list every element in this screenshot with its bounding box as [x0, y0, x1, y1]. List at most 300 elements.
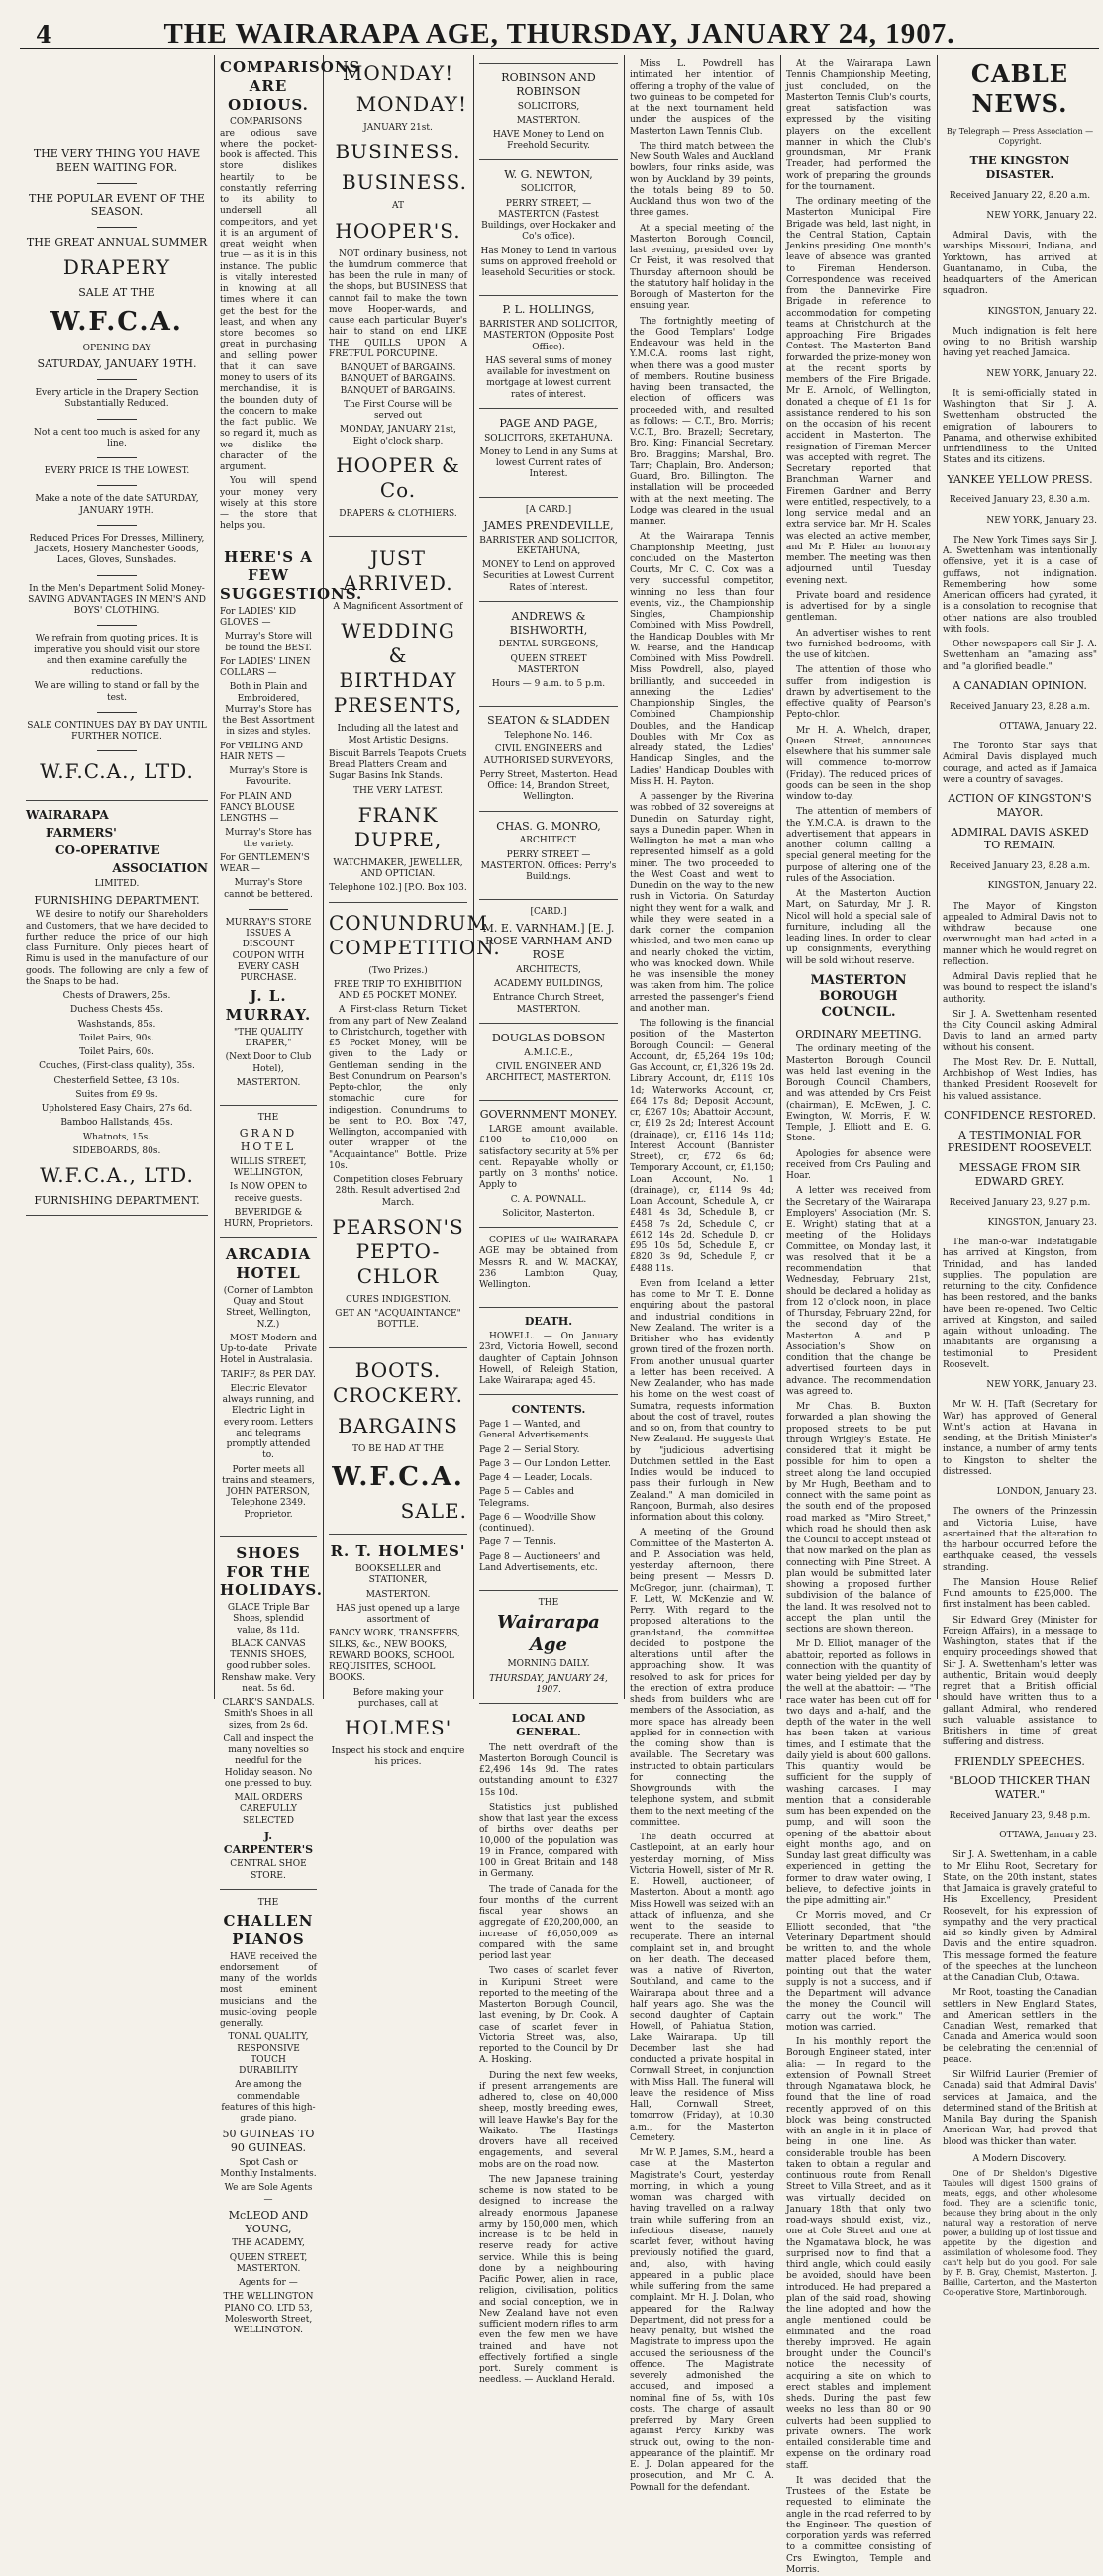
divider [97, 575, 137, 576]
ad-line: HAS several sums of money available for investment on mortgage at lowest current rates of interest. [485, 355, 612, 400]
ad-line: DENTAL SURGEONS, [498, 640, 599, 650]
received-line: Received January 23, 8.30 a.m. [949, 495, 1091, 506]
ad-line: MASTERTON. [365, 1589, 431, 1600]
ad-line: "THE QUALITY DRAPER," [233, 1027, 304, 1048]
ad-heading: ARCADIA HOTEL [225, 1245, 312, 1282]
ad-heading: PAGE AND PAGE, [499, 416, 598, 430]
ad-line: SALE CONTINUES DAY BY DAY UNTIL FURTHER NOTICE. [27, 720, 207, 742]
article-paragraph: The following is the financial position of the Masterton Borough Council: — General Account, dr, £5,264 19s 10d; Gas Account, cr, £1,326 19s 2d. Library Account, dr, £119 10s 1d; Waterworks Account, cr, £64 17s 8d; Deposit Account, cr, £267 10s; Abattoir Account, cr, £19 2s 2d; Interest Account (drainage), cr, £116 14s 11d; Interest Account (Bannister Street), cr, £72 6s 6d; Temporary Account, cr, £1,150; Loan Account, No. 1 (drainage), cr, £114 9s 4d; Loan Account, Schedule A, cr £481 4s 3d, Schedule B, cr £458 7s 2d, Schedule C, cr £612 14s 2d, Schedule D, cr £95 10s 5d, Schedule E, cr £820 3s 9d, Schedule F, cr £488 11s. [630, 1019, 774, 1274]
ad-text: COMPARISONS are odious save where the pocket-book is affected. This store dislikes heartily to be constantly referring to its ability to undersell all competitors, and yet it is an argument of great weight when true — as it is in this instance. The public is vitally interested in knowing at all times where it can get the best for the least, and when any store becomes so great in purchasing and selling power that it can save money to users of its merchandise, it is the bounden duty of the concern to make the fact public. We so regard it, much as we dislike the character of the argument. [220, 117, 317, 472]
ad-heading: PEARSON'S PEPTO-CHLOR [332, 1214, 464, 1288]
list-item: Bamboo Hallstands, 45s. [60, 1118, 173, 1129]
list-item: Washstands, 85s. [77, 1019, 156, 1030]
ad-line: FURNISHING DEPARTMENT. [34, 1194, 200, 1207]
ad-line: FURNISHING DEPARTMENT. [34, 893, 200, 907]
divider [249, 909, 288, 910]
ad-heading: W.F.C.A., LTD. [40, 1163, 194, 1187]
article-paragraph: The Toronto Star says that Admiral Davis displayed much courage, and acted as if Jamaica were a country of savages. [943, 742, 1097, 785]
government-money-ad [479, 1100, 618, 1228]
shoes-ad [220, 1536, 323, 1890]
ad-heading: HOOPER & Co. [336, 452, 460, 502]
ad-heading: P. L. HOLLINGS, [502, 303, 595, 317]
article-paragraph: Sir J. A. Swettenham, in a cable to Mr Elihu Root, Secretary for State, on the 20th instant, states that Jamaica is gravely grateful to His Excellency, President Roosevelt, for his expression of sympathy and the very practical aid so kindly given by Admiral Davis and the entire squadron. This message formed the feature of the speeches at the luncheon at the Canadian Club, Ottawa. [943, 1850, 1097, 1983]
article-paragraph: Mr W. P. James, S.M., heard a case at the Masterton Magistrate's Court, yesterday morning, in which a young woman was charged with having travelled on a railway train while suffering from an infectious disease, namely scarlet fever, without having previously notified the guard, and, also, with having appeared in a public place while suffering from the same complaint. Mr H. J. Dolan, who appeared for the Railway Department, did not press for a heavy penalty, but wished the Magistrate to impress upon the accused the seriousness of the offence. The Magistrate severely admonished the accused, and imposed a nominal fine of 5s, with 10s costs. The charge of assault preferred by Mary Green against Percy Kirkby was struck out, owing to the non-appearance of the plaintiff. Mr E. J. Dolan appeared for the prosecution, and Mr C. A. Pownall for the defendant. [630, 2148, 774, 2493]
article-paragraph: Private board and residence is advertised for by a single gentleman. [786, 590, 931, 624]
seaton-card [479, 706, 618, 811]
ad-line: TO BE HAD AT THE [351, 1443, 444, 1454]
ad-heading: McLEOD AND YOUNG, [228, 2208, 309, 2235]
ad-line: CIVIL ENGINEER AND ARCHITECT, MASTERTON. [485, 1061, 612, 1083]
section-heading: MASTERTON BOROUGH COUNCIL. [810, 972, 907, 1021]
received-line: Received January 22, 8.20 a.m. [949, 190, 1091, 201]
editorial-masthead [479, 1590, 618, 1704]
list-item: Whatnots, 15s. [82, 1132, 151, 1142]
list-item: Toilet Pairs, 90s. [79, 1033, 154, 1043]
article-paragraph: One of Dr Sheldon's Digestive Tabules will digest 1500 grains of meats, eggs, and other wholesome food. They are a scientific tonic, because they bring about in the only natural way a restoration of nerve power, a building up of lost tissue and appetite by the digestion and assimilation of wholesome food. They can't help but do you good. For sale by F. B. Gray, Chemist, Masterton. J. Baillie, Carterton, and the Masterton Co-operative Store, Martinborough. [943, 2169, 1097, 2297]
dateline: NEW YORK, January 22. [986, 210, 1097, 221]
ad-heading: ASSOCIATION [112, 861, 208, 876]
ad-line: Money to Lend in any Sums at lowest Current rates of Interest. [479, 446, 618, 480]
dateline: OTTAWA, January 22. [999, 721, 1097, 732]
article-paragraph: Two cases of scarlet fever in Kuripuni Street were reported to the meeting of the Masterton Borough Council, last evening, by Dr. Cook. A case of scarlet fever in Victoria Street was, also, reported to the Council by Dr A. Hosking. [479, 1966, 618, 2066]
ad-heading: SEATON & SLADDEN [487, 714, 610, 728]
ad-line: WATCHMAKER, JEWELLER, AND OPTICIAN. [333, 857, 463, 879]
ad-heading: R. T. HOLMES' [330, 1542, 466, 1561]
article-paragraph: The ordinary meeting of the Masterton Municipal Fire Brigade was held, last night, in the Central Station, Captain Jenkins presiding. One month's leave of absence was granted to Fireman Henderson. Correspondence was received from the Dannevirke Fire Brigade in reference to accommodation for competing teams at Christchurch at the approaching Fire Brigades Contest. The Masterton Band forwarded the prize-money won at the recent sports by members of the Fire Brigade. Mr E. Arnold, of Wellington, donated a cheque of £1 1s for assistance rendered to his son on the occasion of his recent accident in Masterton. The resignation of Fireman Mercer was accepted with regret. The Secretary reported that Branchman Warner and Firemen Gardner and Berry were entitled, respectively, to a long service medal and an extra service bar. Mr H. Scales was elected an active member, and Mr P. Hider an honorary member. The meeting was then adjourned until Tuesday evening next. [786, 197, 931, 586]
article-paragraph: A letter was received from the Secretary of the Wairarapa Employers' Association (Mr. S. E. Wright) stating that at a meeting of the Holidays Committee, on Monday last, it was resolved that it be a recommendation that Wednesday, February 21st, should be declared a holiday as from 12 o'clock noon, in place of Thursday, February 22nd, for the second day of the Masterton A. and P. Association's Show on condition that the change be advertised fourteen days in advance. The recommendation was agreed to. [786, 1186, 931, 1397]
page-card [479, 417, 618, 481]
article-paragraph: The owners of the Prinzessin and Victoria Luise, have ascertained that the alteration to the harbour occurred before the earthquake ceased, the vessels stranding. [943, 1507, 1097, 1573]
ad-line: TARIFF, 8s PER DAY. [221, 1369, 316, 1380]
article-paragraph: Mr D. Elliot, manager of the abattoir, reported as follows in connection with the quantity of water being yielded per day by the well at the abattoir: — "The race water has been cut off for two days and a-half, and the depth of the water in the well has been taken at various times, and I estimate that the daily yield is about 600 gallons. This quantity would be sufficient for the supply of washing carcases. I may mention that a considerable sum has been expended on the pump, and will soon the opening of the abattoir about eight months ago, and on Sunday last great difficulty was experienced in getting the former to draw water owing, I believe, to defective joints in the pipe admitting air." [786, 1639, 931, 1906]
ad-heading: ANDREWS & BISHWORTH, [509, 609, 588, 637]
ad-line: Porter meets all trains and steamers, JOHN PATERSON, Telephone 2349. Proprietor. [222, 1464, 315, 1520]
ad-line: PERRY STREET, — MASTERTON (Fastest Buildings, over Hockaker and Co's office). [481, 198, 616, 243]
ad-line: Every article in the Drapery Section Substantially Reduced. [35, 388, 199, 410]
prendeville-card [479, 497, 618, 602]
hollings-card [479, 295, 618, 409]
article-paragraph: The ordinary meeting of the Masterton Borough Council was held last evening in the Borough Council Chambers, and was attended by Crs Feist (chairman), E. McEwen, J. C. Ewington, W. Morris, F. W. Temple, J. Elliott and E. G. Stone. [786, 1044, 931, 1144]
article-paragraph: Statistics just published show that last year the excess of births over deaths per 10,000 of the population was 19 in France, compared with 100 in Great Britain and 148 in Germany. [479, 1802, 618, 1880]
article-paragraph: Other newspapers call Sir J. A. Swettenham an "amazing ass" and "a glorified beadle." [943, 640, 1097, 672]
section-heading: FRIENDLY SPEECHES. [954, 1754, 1085, 1768]
ad-line: Are among the commendable features of this high-grade piano. [221, 2080, 316, 2124]
article-paragraph: The third match between the New South Wales and Auckland bowlers, four rinks aside, was won by Auckland by 39 points, the totals being 89 to 50. Auckland thus won two of the three games. [630, 141, 774, 219]
ad-line: GLACE Triple Bar Shoes, splendid value, 8s 11d. [227, 1603, 310, 1635]
ad-line: AT [391, 201, 404, 212]
ad-line: (Two Prizes.) [368, 965, 428, 976]
suggestions-ad [220, 547, 363, 1090]
ad-text: LARGE amount available. £100 to £10,000 on satisfactory security at 5% per cent. Repayable wholly or partly on 3 months' notice. Apply to [479, 1125, 619, 1191]
ad-heading: CONUNDRUM COMPETITION. [329, 910, 501, 959]
article-paragraph: The nett overdraft of the Masterton Borough Council is £2,496 14s 9d. The rates outstanding amount to £327 15s 10d. [479, 1742, 618, 1798]
ad-heading: J. L. MURRAY. [225, 987, 312, 1024]
list-item: Page 4 — Leader, Locals. [479, 1473, 593, 1483]
grand-hotel-ad [220, 1105, 317, 1238]
page-number: 4 [36, 20, 52, 49]
ad-line: BARRISTER AND SOLICITOR, MASTERTON (Opposite Post Office). [479, 320, 618, 352]
ad-line: Murray's Store cannot be bettered. [224, 878, 313, 900]
column-display-ads [323, 55, 501, 1768]
ad-line: Competition closes February 28th. Result advertised 2nd March. [333, 1175, 463, 1208]
list-item: Page 8 — Auctioneers' and Land Advertisements, etc. [479, 1551, 601, 1573]
ad-line: Telephone No. 146. [504, 731, 593, 741]
list-item: Page 6 — Woodville Show (continued). [479, 1512, 596, 1534]
section-subheading: ORDINARY MEETING. [795, 1027, 922, 1040]
ad-line: MURRAY'S STORE ISSUES A DISCOUNT COUPON WITH EVERY CASH PURCHASE. [225, 917, 312, 983]
article-paragraph: Apologies for absence were received from Crs Pauling and Hoar. [786, 1148, 931, 1181]
article-paragraph: Mr Root, toasting the Canadian settlers in New England States, and American settlers in the Canadian West, remarked that Canada and America would soon be celebrating the centennial of peace. [943, 1988, 1097, 2065]
section-heading: THE KINGSTON DISASTER. [969, 154, 1070, 181]
varnham-card [479, 899, 618, 1024]
ad-line: SATURDAY, JANUARY 19TH. [37, 357, 197, 371]
section-heading: A CANADIAN OPINION. [953, 678, 1087, 692]
ad-line: For PLAIN AND FANCY BLOUSE LENGTHS — [220, 791, 295, 824]
ad-line: Perry Street, Masterton. Head Office: 14, Brandon Street, Wellington. [479, 769, 618, 803]
ad-line: QUEEN STREET MASTERTON [510, 653, 587, 675]
list-item: Page 2 — Serial Story. [479, 1444, 580, 1455]
ad-line: THE [257, 1897, 279, 1908]
list-item: Page 7 — Tennis. [479, 1537, 556, 1548]
received-line: Received January 23, 9.27 p.m. [949, 1197, 1091, 1208]
section-heading: ADMIRAL DAVIS ASKED TO REMAIN. [951, 825, 1089, 852]
article-paragraph: An advertiser wishes to rent two furnished bedrooms, with the use of kitchen. [786, 628, 931, 660]
ad-line: Agents for — [239, 2278, 298, 2288]
ad-line: Call and inspect the many novelties so needful for the Holiday season. No one pressed to buy. [223, 1734, 314, 1789]
article-paragraph: At the Wairarapa Tennis Championship Meeting, just concluded on the Masterton Courts, Mr C. C. Cox was a very successful competitor, winning no less than four events, viz., the Championship Singles, Championship Combined with Miss Powdrell, the Handicap Doubles with Mr W. Pearse, and the Handicap Combined with Miss Powdrell. Miss Powdrell, also, played brilliantly, and succeeded in annexing the Ladies' Championship Singles, the Combined Championship Doubles, and the Handicap Doubles with Mr Cox as already stated, the Ladies' Handicap Singles, and the Ladies' Handicap Doubles with Miss H. H. Payton. [630, 532, 774, 787]
wfca-drapery-ad [26, 55, 208, 784]
ad-line: C. A. POWNALL. [510, 1194, 587, 1205]
dateline: NEW YORK, January 23. [986, 1380, 1097, 1390]
ad-line: (Next Door to Club Hotel), [225, 1052, 312, 1074]
ad-line: BARRISTER AND SOLICITOR, EKETAHUNA, [479, 535, 618, 556]
ad-line: MORNING DAILY. [507, 1659, 590, 1670]
ad-line: DRAPERS & CLOTHIERS. [339, 508, 457, 519]
ad-line: Biscuit Barrels Teapots Cruets Bread Platters Cream and Sugar Basins Ink Stands. [329, 748, 467, 782]
list-item: Suites from £9 9s. [75, 1089, 158, 1100]
ad-line: HAVE Money to Lend on Freehold Security. [492, 130, 605, 151]
column-borough-council [780, 55, 937, 2575]
ad-line: SOLICITOR, [520, 184, 577, 195]
conundrum-ad [329, 910, 501, 1332]
ad-line: We are Sole Agents — [224, 2183, 313, 2205]
divider [97, 379, 137, 380]
dateline: THURSDAY, JANUARY 24, 1907. [489, 1673, 608, 1695]
ad-line: [A CARD.] [525, 504, 572, 515]
furniture-list [26, 991, 208, 1157]
ad-heading: CHAS. G. MONRO, [496, 819, 601, 833]
article-paragraph: At the Masterton Auction Mart, on Saturday, Mr J. R. Nicol will hold a special sale of furniture, including all the leading lines. In order to clear up consignments, everything will be sold without reserve. [786, 889, 931, 966]
ad-heading: HERE'S A FEW SUGGESTIONS. [220, 547, 363, 603]
masthead [20, 8, 1099, 50]
list-item: Chests of Drawers, 25s. [62, 991, 171, 1001]
section-heading: YANKEE YELLOW PRESS. [947, 472, 1093, 486]
paper-title: THE WAIRARAPA AGE, THURSDAY, JANUARY 24, 1907. [163, 18, 955, 50]
challen-pianos-ad [220, 1898, 317, 2337]
section-heading: A TESTIMONIAL FOR PRESIDENT ROOSEVELT. [947, 1128, 1093, 1155]
paper-nameplate: Wairarapa Age [497, 1612, 600, 1655]
arcadia-hotel-ad [220, 1245, 317, 1521]
ad-heading: GOVERNMENT MONEY. [479, 1108, 618, 1122]
ad-heading: WEDDING & BIRTHDAY PRESENTS, [333, 619, 463, 718]
article-paragraph: A meeting of the Ground Committee of the Masterton A. and P. Association was held, yesterday afternoon, there being present — Messrs D. McGregor, junr. (chairman), T. F. Lett, W. McKenzie and W. Perry. With regard to the proposed alterations to the grandstand, the committee decided to postpone the alterations until after the approaching show. It was resolved to ask for prices for the erection of extra produce sheds from builders who are members of the Association, as more space has already been applied for in connection with the coming show than is available. The Secretary was instructed to obtain particulars for connecting the Showgrounds with the telephone system, and submit them to the next meeting of the committee. [630, 1528, 774, 1828]
ad-heading: BOOTS. CROCKERY. [332, 1357, 464, 1407]
dupre-ad [329, 536, 467, 903]
ad-line: FREE TRIP TO EXHIBITION AND £5 POCKET MONEY. [334, 979, 462, 1001]
ad-heading: MONDAY! [342, 61, 454, 85]
ad-text: NOT ordinary business, not the humdrum commerce that has been the rule in many of the shops, but BUSINESS that cannot fail to make the town move Hooper-wards, and cause each particular Buyer's hair to stand on end LIKE THE QUILLS UPON A FRETFUL PORCUPINE. [329, 248, 467, 359]
death-notice [479, 1307, 618, 1395]
ad-text: A First-class Return Ticket from any part of New Zealand to Christchurch, together with £5 Pocket Money, will be given to the Lady or Gentleman sending in the Best Conundrum on Pearson's Pepto-chlor, the only stomachic cure for indigestion. Conundrums to be sent to P.O. Box 747, Wellington, accompanied with outer wrapper of the "Acquaintance" Bottle. Prize 10s. [329, 1005, 467, 1171]
ad-heading: BARGAINS [338, 1413, 458, 1437]
ad-text: COPIES of the WAIRARAPA AGE may be obtained from Messrs R. and W. MACKAY, 236 Lambton Quay, Wellington. [479, 1236, 618, 1290]
andrews-card [479, 610, 618, 691]
ad-line: Murray's Store will be found the BEST. [224, 632, 313, 653]
ad-line: THE VERY THING YOU HAVE BEEN WAITING FOR. [33, 148, 201, 174]
ad-heading: BUSINESS. [335, 140, 461, 164]
byline: By Telegraph — Press Association — Copyright. [946, 127, 1094, 146]
article-paragraph: The new Japanese training scheme is now stated to be designed to increase the already enormous Japanese army by 150,000 men, which increase is to be held in reserve ready for active service. While this is being done by a neighbouring Pacific Power, alien in race, religion, civilisation, politics and social conception, we in New Zealand have not even sufficient modern rifles to arm even the few men we have trained and have not effectively fortified a single port. Surely comment is needless. — Auckland Herald. [479, 2174, 618, 2386]
article-paragraph: The death occurred at Castlepoint, at an early hour yesterday morning, of Miss Victoria Howell, sister of Mr R. E. Howell, auctioneer, of Masterton. About a month ago Miss Howell was seized with an attack of influenza, and she went to the seaside to recuperate. There an internal complaint set in, and brought on her death. The deceased was a native of Riverton, Southland, and came to the Wairarapa about three and a half years ago. She was the second daughter of Captain Howell, of Pahiatua Station, Lake Wairarapa. Up till December last she had conducted a private hospital in Cornwall Street, in conjunction with Miss Hall. The funeral will leave the residence of Miss Hall, Cornwall Street, tomorrow (Friday), at 10.30 a.m., for the Masterton Cemetery. [630, 1833, 774, 2143]
ad-line: THE WELLINGTON PIANO CO. LTD 53, Molesworth Street, WELLINGTON. [223, 2292, 314, 2335]
section-heading: MESSAGE FROM SIR EDWARD GREY. [958, 1161, 1081, 1188]
ad-line: HAS just opened up a large assortment of [336, 1603, 460, 1625]
ad-line: Entrance Church Street, MASTERTON. [492, 993, 605, 1015]
section-heading: ACTION OF KINGSTON'S MAYOR. [948, 792, 1092, 819]
article-paragraph: Mr Chas. B. Buxton forwarded a plan showing the proposed streets to be put through Wrigley's Estate. He considered that it might be possible for him to open a street along the land occupied by Mr Hugh, Beetham and to connect with the same point as the south end of the proposed road marked as "Miro Street," which road he should then ask the Council to accept instead of that now marked on the plan as connecting with Pine Street. A plan would be submitted later showing a proposed further subdivision of the balance of the land. It was resolved not to accept the plan until the sections are shown thereon. [786, 1402, 931, 1635]
ad-line: THE GREAT ANNUAL SUMMER [26, 236, 208, 248]
ad-line: A Magnificent Assortment of [333, 602, 463, 612]
received-line: Received January 23, 8.28 a.m. [949, 861, 1091, 871]
ad-line: LIMITED. [94, 879, 140, 890]
ad-line: THE POPULAR EVENT OF THE SEASON. [29, 191, 205, 219]
article-paragraph: The attention of members of the Y.M.C.A. is drawn to the advertisement that appears in another column calling a special general meeting for the purpose of altering one of the rules of the Association. [786, 807, 931, 884]
ad-text: WE desire to notify our Shareholders and Customers, that we have decided to further reduce the price of our high class Furniture. Only pieces heart of Rimu is used in the manufacture of our goods. The following are only a few of the Snaps to be had. [26, 910, 208, 987]
comparisons-ad [220, 58, 361, 533]
ad-line: MAIL ORDERS CAREFULLY SELECTED [234, 1793, 303, 1826]
column-shop-ads [214, 55, 363, 2335]
ad-line: The First Course will be served out [343, 399, 452, 421]
article-paragraph: The attention of those who suffer from indigestion is drawn by advertisement to the effective quality of Pearson's Pepto-chlor. [786, 665, 931, 721]
article-paragraph: The Most Rev. Dr. E. Nuttall, Archbishop of West Indies, has thanked President Roosevelt for his valued assistance. [943, 1057, 1097, 1102]
copies-notice [479, 1236, 618, 1291]
ad-line: Has Money to Lend in various sums on approved freehold or leasehold Securities or stock. [480, 246, 617, 278]
ad-line: MASTERTON. [236, 1077, 301, 1088]
ad-heading: HOOPER'S. [335, 218, 461, 243]
ad-line: For VEILING AND HAIR NETS — [220, 741, 304, 762]
ad-heading: W.F.C.A. [50, 306, 183, 337]
section-heading: CONTENTS. [511, 1403, 586, 1417]
list-item: Page 3 — Our London Letter. [479, 1458, 611, 1469]
ad-text: HAVE received the endorsement of many of the worlds most eminent musicians and the music-loving people generally. [220, 1951, 317, 2029]
article-paragraph: Mr W. H. [Taft (Secretary for War) has approved of General Wint's action at Havana in sending, at the British Minister's instance, a number of army tents to Kingston to shelter the distressed. [943, 1400, 1097, 1477]
article-paragraph: Sir Edward Grey (Minister for Foreign Affairs), in a message to Washington, states that if the enquiry proceedings showed that Sir J. A. Swettenham's letter was authentic, Britain would deeply regret that a British official should have written thus to a gallant Admiral, who rendered such valuable assistance to Britishers in time of great suffering and distress. [943, 1615, 1097, 1748]
article-paragraph: At the Wairarapa Lawn Tennis Championship Meeting, just concluded, on the Masterton Tennis Club's courts, great satisfaction was expressed by the visiting players on the excellent manner in which the Club's groundsman, Mr Frank Treader, had performed the work of preparing the grounds for the tournament. [786, 59, 931, 192]
article-paragraph: Sir Wilfrid Laurier (Premier of Canada) said that Admiral Davis' services at Jamaica, and the determined stand of the British at Manila Bay during the Spanish American War, had proved that blood was thicker than water. [943, 2070, 1097, 2147]
ad-line: [CARD.] [530, 907, 567, 918]
divider [97, 419, 137, 420]
dateline: KINGSTON, January 22. [987, 881, 1097, 892]
ad-line: BEVERIDGE & HURN, Proprietors. [223, 1207, 314, 1229]
ad-line: ARCHITECTS, [516, 964, 581, 975]
ad-line: MONDAY, JANUARY 21st, Eight o'clock sharp. [340, 425, 456, 446]
ad-heading: DOUGLAS DOBSON [491, 1031, 606, 1044]
list-item: Page 1 — Wanted, and General Advertisements. [479, 1420, 592, 1441]
ad-line: THE VERY LATEST. [353, 785, 443, 796]
ad-line: We refrain from quoting prices. It is imperative you should visit our store and then examine carefully the reductions. [34, 634, 200, 677]
ad-heading: M. E. VARNHAM.] [E. J. ROSE VARNHAM AND ROSE [482, 921, 615, 961]
ad-line: Both in Plain and Embroidered, Murray's Store has the Best Assortment in sizes and styles. [222, 682, 315, 738]
ad-line: Telephone 102.] [P.O. Box 103. [329, 883, 467, 894]
wfca-furnishing-ad [26, 800, 208, 1216]
ad-line: OPENING DAY [82, 344, 151, 353]
list-item: Chesterfield Settee, £3 10s. [53, 1075, 180, 1086]
ad-line: For LADIES' LINEN COLLARS — [220, 656, 311, 678]
divider [97, 750, 137, 751]
ad-line: CIVIL ENGINEERS and AUTHORISED SURVEYORS, [483, 744, 614, 766]
article-paragraph: The fortnightly meeting of the Good Templars' Lodge Endeavour was held in the Y.M.C.A. rooms last night, when there was a good muster of members. Routine business having been transacted, the election of officers was proceeded with, and resulted as follows: — C.T., Bro. Morris; V.C.T., Bro. Brazell; Secretary, Bro. King; Financial Secretary, Bro. Braggins; Marshal, Bro. Tarr; Chaplain, Bro. Anderson; Guard, Bro. Billington. The installation will be proceeded with at the next meeting. The Lodge was cleared in the usual manner. [630, 316, 774, 527]
ad-heading: SHOES FOR THE HOLIDAYS. [220, 1543, 323, 1600]
ad-line: EVERY PRICE IS THE LOWEST. [44, 466, 190, 476]
ad-line: 50 GUINEAS TO 90 GUINEAS. [222, 2128, 315, 2154]
section-heading: CABLE NEWS. [970, 59, 1069, 118]
ad-line: Is NOW OPEN to receive guests. [229, 1182, 308, 1204]
ad-line: Make a note of the date SATURDAY, JANUARY 19TH. [35, 494, 199, 516]
list-item: Toilet Pairs, 60s. [79, 1047, 154, 1057]
ad-line: THE [538, 1598, 559, 1608]
ad-line: BLACK CANVAS TENNIS SHOES, good rubber soles. Renshaw make. Very neat. 5s 6d. [221, 1638, 316, 1694]
ad-line: Murray's Store has the variety. [225, 828, 312, 849]
ad-heading: FARMERS' [46, 826, 117, 841]
section-heading: A Modern Discovery. [972, 2153, 1067, 2164]
section-heading: "BLOOD THICKER THAN WATER." [949, 1774, 1091, 1801]
ad-heading: GRAND HOTEL [239, 1127, 298, 1153]
divider [97, 183, 137, 184]
dateline: KINGSTON, January 22. [987, 306, 1097, 317]
ad-line: Murray's Store is Favourite. [229, 766, 308, 788]
article-paragraph: Admiral Davis, with the warships Missouri, Indiana, and Yorktown, has arrived at Guantanamo, in Cuba, the headquarters of the American squadron. [943, 231, 1097, 297]
ad-line: CLARK'S SANDALS. Smith's Shoes in all sizes, from 2s 6d. [222, 1698, 315, 1731]
ad-heading: BUSINESS. [342, 170, 467, 195]
robinson-card [479, 63, 618, 160]
ad-line: Reduced Prices For Dresses, Millinery, Jackets, Hosiery Manchester Goods, Laces, Gloves, Sunshades. [29, 533, 205, 566]
contents-list [479, 1403, 618, 1574]
ad-line: We are willing to stand or fall by the test. [34, 681, 200, 703]
ad-heading: W.F.C.A., LTD. [40, 759, 194, 784]
ad-line: Inspect his stock and enquire his prices. [331, 1746, 465, 1768]
holmes-ad [329, 1542, 467, 1768]
ad-heading: FRANK DUPRE, [353, 802, 443, 851]
dateline: NEW YORK, January 23. [986, 515, 1097, 526]
ad-line: MASTERTON. [516, 115, 581, 126]
divider [97, 457, 137, 458]
ad-line: THE [257, 1113, 279, 1123]
list-item: Couches, (First-class quality), 35s. [39, 1061, 195, 1072]
ad-heading: JUST ARRIVED. [343, 546, 453, 595]
ad-line: CENTRAL SHOE STORE. [230, 1859, 307, 1881]
dateline: NEW YORK, January 22. [986, 368, 1097, 379]
column-professional-cards [473, 55, 624, 2386]
ad-line: Solicitor, Masterton. [502, 1208, 595, 1219]
list-item: Upholstered Easy Chairs, 27s 6d. [41, 1104, 193, 1114]
ad-line: Including all the latest and Most Artistic Designs. [337, 724, 459, 745]
ad-heading: JAMES PRENDEVILLE, [483, 518, 614, 532]
article-paragraph: Mr H. A. Whelch, draper, Queen Street, announces elsewhere that his summer sale will commence to-morrow (Friday). The reduced prices of goods can be seen in the shop window to-day. [786, 725, 931, 802]
article-paragraph: Miss L. Powdrell has intimated her intention of offering a trophy of the value of two guineas to be competed for at the next tournament held under the auspices of the Masterton Lawn Tennis Club. [630, 59, 774, 137]
hoopers-ad [329, 61, 467, 520]
ad-line: PERRY STREET — MASTERTON. Offices: Perry's Buildings. [480, 849, 617, 882]
ad-line: Hours — 9 a.m. to 5 p.m. [491, 679, 606, 689]
article-paragraph: It is semi-officially stated in Washington that Sir J. A. Swettenham obstructed the emigration of labourers to Panama, and otherwise exhibited unfriendliness to the United States and its citizens. [943, 388, 1097, 466]
newton-card [479, 168, 618, 280]
ad-line: THE ACADEMY, [232, 2238, 305, 2249]
divider [97, 625, 137, 626]
ad-line: ACADEMY BUILDINGS, [494, 979, 603, 989]
ad-heading: CHALLEN PIANOS [223, 1912, 314, 1948]
ad-line: CURES INDIGESTION. [345, 1294, 451, 1305]
ad-line: QUEEN STREET, MASTERTON. [229, 2252, 308, 2274]
ad-heading: COMPARISONS ARE ODIOUS. [220, 58, 361, 114]
list-item: Duchess Chests 45s. [70, 1005, 163, 1016]
received-line: Received January 23, 9.48 p.m. [949, 1810, 1091, 1821]
local-and-general [479, 1712, 618, 2387]
column-local-news [624, 55, 780, 2493]
dobson-card [479, 1032, 618, 1085]
ad-line: In the Men's Department Solid Money-SAVING ADVANTAGES IN MEN'S AND BOYS' CLOTHING. [28, 583, 206, 616]
monro-card [479, 820, 618, 884]
dateline: KINGSTON, January 23. [987, 1217, 1097, 1228]
section-heading: DEATH. [524, 1315, 573, 1329]
article-paragraph: It was decided that the Trustees of the Estate be requested to eliminate the angle in the road referred to by the Engineer. The question of corporation yards was referred to a committee consisting of Crs Ewington, Temple and Morris. [786, 2475, 931, 2575]
divider [97, 227, 137, 228]
ad-line: JANUARY 21st. [363, 123, 433, 133]
section-heading: LOCAL AND GENERAL. [511, 1712, 586, 1738]
ad-line: BOOKSELLER and STATIONER, [354, 1564, 442, 1586]
ad-heading: MONDAY! [355, 92, 467, 116]
ad-line: WILLIS STREET, WELLINGTON, [230, 1156, 307, 1178]
list-item: Page 5 — Cables and Telegrams. [479, 1487, 575, 1509]
article-paragraph: The man-o-war Indefatigable has arrived at Kingston, from Trinidad, and has landed supplies. The population are returning to the city. Confidence has been restored, and the banks have been re-opened. Two Celtic arrived at Kingston, and sailed again without unloading. The inhabitants are organising a testimonial to President Roosevelt. [943, 1238, 1097, 1370]
article-paragraph: The Mansion House Relief Fund amounts to £25,000. The first instalment has been cabled. [943, 1577, 1097, 1611]
section-heading: CONFIDENCE RESTORED. [944, 1108, 1096, 1122]
ad-heading: W.F.C.A. [332, 1461, 464, 1492]
ad-heading: CO-OPERATIVE [55, 843, 160, 858]
article-paragraph: During the next few weeks, if present arrangements are adhered to, close on 40,000 sheep, mostly breeding ewes, will leave Hawke's Bay for the Waikato. The Hastings drovers have all received engagements, and several mobs are on the road now. [479, 2070, 618, 2170]
divider [97, 525, 137, 526]
ad-heading: J. CARPENTER'S [223, 1829, 314, 1856]
ad-text: MOST Modern and Up-to-date Private Hotel in Australasia. [220, 1333, 317, 1366]
divider [97, 712, 137, 713]
ad-heading: W. G. NEWTON, [504, 167, 593, 181]
article-paragraph: The New York Times says Sir J. A. Swettenham was intentionally offensive, yet it is a case of guffaws, not indignation. Remembering how some American officers had gyrated, it is a consolation to recognise that other nations are also troubled with fools. [943, 535, 1097, 635]
article-paragraph: In his monthly report the Borough Engineer stated, inter alia: — In regard to the extension of Pownall Street through Ngamatawa block, he found that the line of road recently approved of on this block was being constructed with an angle in it in place of being in one line. As considerable trouble has been taken to obtain a regular and continuous route from Renall Street to Villa Street, and as it was virtually decided on January 18th that only two road-ways should exist, viz., one at Cole Street and one at the Ngamatawa block, he was surprised now to find that a third angle, which could easily be avoided, should have been introduced. He had prepared a plan of the said road, showing the line adopted and how the angle mentioned could be eliminated and the road thereby improved. He again brought under the Council's notice the necessity of acquiring a site on which to erect stables and implement sheds. During the past few weeks no less than 80 or 90 culverts had been supplied to private owners. The work entailed considerable time and expense on the ordinary road staff. [786, 2037, 931, 2471]
ad-line: A.M.I.C.E., [524, 1047, 573, 1058]
received-line: Received January 23, 8.28 a.m. [949, 701, 1091, 712]
list-item: SIDEBOARDS, 80s. [72, 1145, 161, 1156]
article-paragraph: Sir J. A. Swettenham resented the City Council asking Admiral Davis to land an armed party without his consent. [943, 1009, 1097, 1053]
ad-line: MONEY to Lend on approved Securities at Lowest Current Rates of Interest. [481, 560, 616, 593]
ad-line: TONAL QUALITY, RESPONSIVE TOUCH DURABILITY [228, 2032, 309, 2076]
article-paragraph: The trade of Canada for the four months of the current fiscal year shows an aggregate of £20,200,000, an increase of £6,050,009 as compared with the same period last year. [479, 1884, 618, 1961]
ad-text: You will spend your money very wisely at this store — the store that helps you. [220, 476, 317, 532]
dateline: LONDON, January 23. [996, 1487, 1097, 1497]
ad-line: Before making your purchases, call at [352, 1687, 444, 1709]
article-paragraph: Cr Morris moved, and Cr Elliott seconded, that "the Veterinary Department should be written to, and the whole matter placed before them, pointing out that the water supply is not a success, and if the Department will advance the money the Council will carry out the work." The motion was carried. [786, 1911, 931, 2032]
ad-line: For GENTLEMEN'S WEAR — [220, 852, 310, 874]
ad-line: SOLICITORS, EKETAHUNA. [484, 433, 613, 444]
dateline: OTTAWA, January 23. [999, 1831, 1097, 1840]
article-paragraph: Even from Iceland a letter has come to Mr T. E. Donne enquiring about the pastoral and industrial conditions in New Zealand. The writer is a Britisher who has evidently grown tired of the frozen north. From another unusual quarter a letter has been received. A New Zealander, who has made his home on the west coast of Sumatra, requests information about the cost of travel, routes and so on, from that country to New Zealand. He suggests that by "judicious advertising Dutchmen settled in the East Indies would be induced to pass their furlough in New Zealand." A man domiciled in Rangoon, Burmah, also desires information about this colony. [630, 1278, 774, 1523]
